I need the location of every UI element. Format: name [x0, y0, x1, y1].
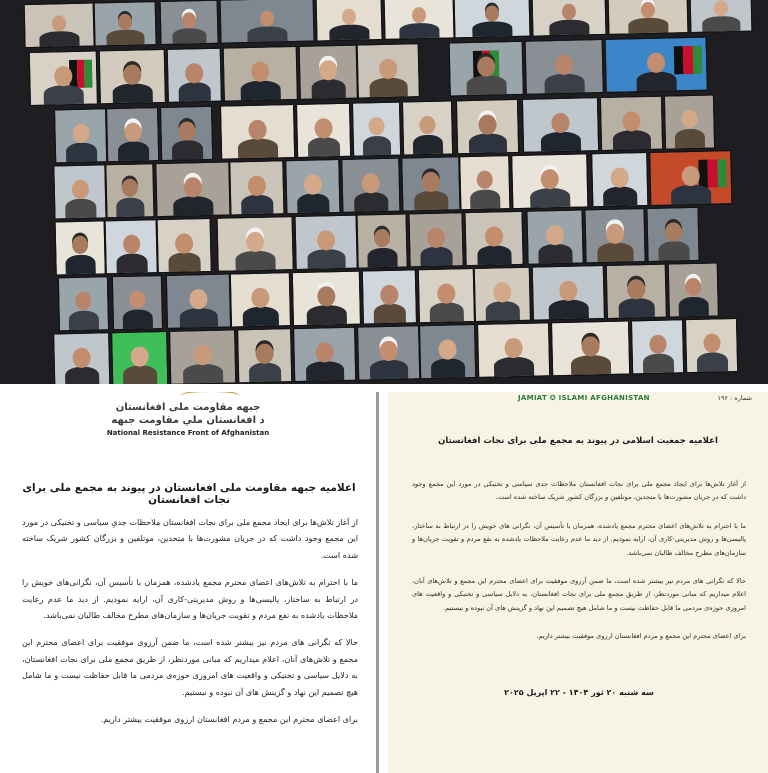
- participant-body: [172, 28, 207, 44]
- participant-video-tile[interactable]: [230, 272, 291, 327]
- participant-body: [636, 72, 676, 92]
- jamiat-paragraph: برای اعضای محترم این مجمع و مردم افغانستان ارزوی موفقیت بیشتر داریم.: [536, 632, 746, 641]
- participant-video-tile[interactable]: [591, 152, 648, 207]
- participant-body: [235, 251, 275, 271]
- nrf-name-pashto: د افغانستان ملي مقاومت جبهه: [111, 415, 265, 426]
- participant-body: [240, 81, 280, 101]
- participant-video-tile[interactable]: [401, 156, 460, 211]
- nrf-logo: [100, 402, 276, 462]
- participant-face: [123, 64, 141, 85]
- participant-body: [431, 358, 465, 377]
- participant-video-tile[interactable]: [160, 106, 213, 161]
- participant-face: [555, 54, 573, 75]
- participant-video-tile[interactable]: [58, 276, 109, 331]
- participant-body: [539, 244, 573, 263]
- participant-video-tile[interactable]: [352, 102, 401, 157]
- participant-video-tile[interactable]: [532, 0, 607, 37]
- afghanistan-flag-icon: [69, 59, 93, 88]
- jamiat-paragraph: ما با احترام به تلاش‌های اعضای محترم مجمع یادشده، همزمان با تأسیس آن، نگرانی های خویش را در ارتباط به ساختار، پالیسی‌ها و روش مدیریتی-کاری آن، ارایه نمودیم. از دید ما عدم رعایت ملاحظات یادشده به نفع مردم و تقویت جریان‌ها و سازمان‌های مطرح مخالف طالبان نمی‌باشد.: [412, 521, 746, 557]
- participant-face: [317, 230, 335, 251]
- participant-face: [647, 52, 665, 73]
- participant-body: [544, 74, 584, 94]
- participant-body: [597, 243, 633, 263]
- participant-face: [248, 119, 266, 140]
- participant-video-tile[interactable]: [292, 271, 361, 327]
- participant-video-tile[interactable]: [408, 212, 463, 267]
- participant-face: [122, 234, 139, 254]
- participant-body: [541, 132, 581, 152]
- participant-video-tile[interactable]: [456, 99, 519, 154]
- nrf-statement-document: [0, 392, 379, 773]
- participant-face: [368, 116, 384, 134]
- participant-video-tile[interactable]: [105, 163, 154, 218]
- participant-video-tile[interactable]: [646, 207, 699, 262]
- participant-face: [380, 284, 398, 305]
- participant-video-tile[interactable]: [295, 215, 358, 270]
- participant-video-tile[interactable]: [220, 0, 315, 44]
- participant-video-tile[interactable]: [607, 0, 688, 35]
- participant-body: [642, 354, 673, 373]
- participant-body: [370, 360, 408, 380]
- participant-face: [316, 342, 334, 363]
- participant-video-tile[interactable]: [419, 324, 476, 379]
- participant-face: [379, 58, 397, 79]
- participant-video-tile[interactable]: [293, 327, 356, 382]
- participant-body: [603, 187, 637, 206]
- participant-body: [472, 21, 512, 37]
- participant-face: [546, 224, 564, 245]
- participant-face: [131, 346, 149, 367]
- jamiat-statement-title: اعلامیه جمعیت اسلامی در پیوند به مجمع ملی برای نجات افغانستان: [438, 436, 718, 446]
- participant-video-tile[interactable]: [459, 155, 510, 210]
- participant-video-tile[interactable]: [449, 41, 524, 97]
- participant-video-tile[interactable]: [384, 0, 455, 40]
- participant-body: [469, 133, 507, 153]
- participant-face: [251, 287, 269, 308]
- participant-video-tile[interactable]: [220, 104, 295, 160]
- participant-body: [107, 29, 145, 45]
- participant-face: [437, 283, 455, 304]
- participant-video-tile[interactable]: [166, 274, 231, 329]
- jamiat-paragraph: از آغاز تلاش‌ها برای ایجاد مجمع ملی برای نجات افغانستان ملاحظات جدی سیاسی و تخنیکی در مورد این مجمع وجود داشت که در جریان مشورت‌ها با متحدین، موتلفین و بزرگان کشور شریک ساخته شده است.: [412, 480, 746, 502]
- participant-video-tile[interactable]: [53, 164, 106, 219]
- participant-video-tile[interactable]: [55, 220, 106, 275]
- participant-body: [367, 248, 397, 267]
- participant-face: [248, 175, 266, 196]
- participant-video-tile[interactable]: [54, 108, 107, 163]
- participant-body: [238, 139, 278, 159]
- participant-body: [311, 79, 346, 99]
- nrf-paragraph: از آغاز تلاش‌ها برای ایجاد مجمع ملی برای نجات افغانستان ملاحظات جدیِ سیاسی و تخنیکی در مورد این مجمع وجود داشت که در جریان مشورت‌ها با متحدین، موتلفین و بزرگان کشور شریک ساخته شده است.: [22, 517, 358, 560]
- participant-body: [243, 307, 279, 327]
- participant-face: [649, 334, 666, 354]
- participant-body: [44, 85, 84, 105]
- participant-video-tile[interactable]: [29, 50, 98, 106]
- participant-body: [307, 305, 347, 325]
- participant-body: [308, 137, 341, 156]
- participant-video-tile[interactable]: [402, 100, 453, 155]
- participant-body: [247, 26, 287, 42]
- participant-body: [466, 75, 506, 95]
- participant-body: [249, 363, 282, 382]
- participant-video-tile[interactable]: [155, 162, 230, 218]
- participant-video-tile[interactable]: [551, 320, 630, 376]
- participant-video-tile[interactable]: [668, 262, 719, 317]
- participant-body: [486, 301, 520, 320]
- participant-video-tile[interactable]: [169, 329, 236, 384]
- participant-face: [703, 333, 720, 353]
- jamiat-statement-document: [388, 392, 768, 773]
- participant-body: [671, 185, 711, 205]
- participant-video-tile[interactable]: [53, 332, 110, 384]
- participant-body: [414, 191, 449, 211]
- participant-video-tile[interactable]: [111, 331, 168, 384]
- nrf-statement-body: [22, 514, 358, 738]
- participant-video-tile[interactable]: [689, 0, 752, 33]
- participant-body: [494, 357, 534, 377]
- participant-face: [319, 60, 337, 81]
- participant-body: [658, 241, 689, 260]
- participant-face: [485, 226, 503, 247]
- participant-face: [54, 66, 72, 87]
- participant-body: [370, 78, 408, 98]
- document-number: شماره : ۱۹۶: [717, 394, 752, 402]
- participant-body: [530, 188, 570, 208]
- participant-body: [399, 23, 439, 39]
- participant-face: [439, 339, 457, 360]
- jamiat-paragraph: حالا که نگرانی های مردم نیز بیشتر شده است، ما ضمن آرزوی موفقیت برای اعضای محترم این مجمع و تلاش‌های آنان، اعلام میداریم که مبانی موردنظر، از طریق مجمع ملی برای نجات افغانستان، به دلایل سیاسی و تخنیکی و واقعیت های امروزی حوزه‌ی مردمی ما قابل حفاظت نیست و ما شامل هیچ تصمیم این نهاد و گزینش های آن نبوده و نیستیم.: [412, 577, 746, 612]
- participant-body: [65, 199, 96, 218]
- participant-body: [329, 24, 369, 40]
- participant-face: [184, 177, 202, 198]
- participant-video-tile[interactable]: [157, 218, 212, 273]
- participant-video-tile[interactable]: [105, 219, 158, 274]
- participant-face: [317, 286, 335, 307]
- participant-face: [304, 174, 322, 195]
- participant-body: [123, 365, 157, 384]
- participant-body: [354, 192, 389, 212]
- participant-body: [696, 353, 727, 372]
- participant-face: [477, 56, 495, 77]
- participant-video-tile[interactable]: [464, 211, 523, 266]
- participant-body: [183, 364, 223, 384]
- participant-body: [65, 367, 99, 384]
- nrf-paragraph: حالا که نگرانی های مردم نیز بیشتر شده است، ما ضمن آرزوی موفقیت برای اعضای محترم این مجمع و تلاش‌های آنان، اعلام میداریم که مبانی موردنظر، از طریق مجمع ملی برای نجات افغانستان، به دلایل سیاسی و تخنیکی و واقعیت های امروزی حوزه‌ی مردمی ما قابل حفاظت نیست و ما شامل هیچ تصمیم این نهاد و گزینش های آن نبوده و نیستیم.: [22, 637, 358, 697]
- participant-body: [373, 304, 406, 323]
- participant-body: [241, 195, 274, 214]
- participant-video-tile[interactable]: [525, 39, 604, 95]
- participant-body: [613, 130, 651, 150]
- participant-face: [71, 179, 88, 199]
- participant-video-tile[interactable]: [217, 216, 294, 272]
- participant-body: [117, 142, 148, 161]
- jamiat-logo: JAMIAT ✪ ISLAMI AFGHANISTAN: [518, 394, 650, 402]
- participant-video-tile[interactable]: [94, 1, 157, 46]
- participant-video-tile[interactable]: [522, 97, 599, 153]
- participant-video-tile[interactable]: [24, 3, 95, 49]
- participant-video-tile[interactable]: [341, 158, 400, 213]
- participant-video-tile[interactable]: [316, 0, 383, 41]
- participant-body: [430, 303, 464, 322]
- participant-face: [178, 121, 195, 141]
- participant-video-tile[interactable]: [285, 159, 340, 214]
- participant-video-tile[interactable]: [474, 267, 531, 322]
- divider: [0, 384, 768, 392]
- participant-video-tile[interactable]: [223, 46, 298, 102]
- participant-body: [39, 31, 79, 47]
- nrf-paragraph: برای اعضای محترم این مجمع و مردم افغانستان ارزوی موفقیت بیشتر داریم.: [100, 714, 358, 725]
- jamiat-statement-body: [412, 478, 746, 659]
- participant-face: [478, 114, 496, 135]
- participant-video-tile[interactable]: [160, 0, 219, 45]
- participant-face: [611, 167, 629, 188]
- participant-face: [73, 347, 91, 368]
- participant-body: [69, 311, 99, 330]
- participant-face: [175, 233, 193, 254]
- participant-face: [362, 173, 380, 194]
- participant-face: [505, 337, 523, 358]
- participant-face: [622, 111, 640, 132]
- participant-body: [179, 308, 218, 328]
- participant-video-tile[interactable]: [477, 322, 550, 378]
- letterhead: [388, 392, 768, 406]
- participant-face: [581, 336, 599, 357]
- participant-video-tile[interactable]: [99, 49, 166, 104]
- participant-face: [427, 227, 445, 248]
- participant-body: [549, 300, 589, 320]
- nrf-statement-title: اعلامیه جبهه مقاومت ملی افغانستان در پیوند به مجمع ملی برای نجات افغانستان: [22, 482, 356, 506]
- participant-face: [246, 231, 264, 252]
- participant-body: [413, 135, 443, 154]
- participant-face: [627, 279, 645, 300]
- participant-face: [256, 343, 274, 364]
- participant-video-tile[interactable]: [167, 48, 222, 103]
- participant-body: [628, 17, 668, 33]
- participant-face: [185, 63, 203, 84]
- participant-video-tile[interactable]: [112, 275, 163, 330]
- participant-body: [308, 249, 346, 269]
- participant-video-tile[interactable]: [532, 265, 605, 321]
- participant-video-tile[interactable]: [106, 107, 159, 162]
- participant-body: [113, 84, 153, 104]
- participant-video-tile[interactable]: [418, 268, 475, 323]
- participant-body: [65, 143, 96, 162]
- participant-video-tile[interactable]: [649, 150, 732, 206]
- participant-face: [541, 169, 559, 190]
- participant-face: [124, 122, 141, 142]
- participant-body: [116, 254, 147, 273]
- participant-face: [664, 222, 681, 242]
- participant-video-tile[interactable]: [237, 328, 292, 383]
- participant-video-tile[interactable]: [526, 210, 583, 265]
- participant-body: [178, 82, 211, 101]
- participant-video-tile[interactable]: [357, 213, 408, 268]
- participant-face: [194, 344, 212, 365]
- participant-body: [470, 190, 500, 209]
- participant-video-tile[interactable]: [685, 318, 738, 373]
- participant-video-tile[interactable]: [296, 103, 351, 158]
- participant-body: [675, 129, 705, 148]
- participant-body: [549, 19, 589, 35]
- participant-body: [679, 297, 709, 316]
- participant-body: [362, 136, 391, 155]
- participant-body: [123, 310, 153, 329]
- participant-body: [420, 247, 453, 266]
- participant-grid: [0, 0, 768, 384]
- participant-video-tile[interactable]: [362, 269, 417, 324]
- participant-video-tile[interactable]: [605, 37, 708, 93]
- participant-face: [314, 118, 332, 139]
- participant-face: [606, 223, 624, 244]
- participant-face: [422, 171, 440, 192]
- participant-body: [619, 298, 655, 318]
- participant-video-tile[interactable]: [600, 96, 663, 151]
- participant-body: [173, 196, 213, 216]
- participant-video-tile[interactable]: [229, 160, 284, 215]
- participant-video-tile[interactable]: [511, 153, 588, 209]
- participant-video-tile[interactable]: [357, 325, 420, 380]
- nrf-name-english: National Resistance Front of Afghanistan: [106, 429, 270, 437]
- participant-video-tile[interactable]: [299, 45, 358, 100]
- participant-face: [551, 112, 569, 133]
- participant-body: [297, 194, 330, 213]
- participant-face: [72, 123, 89, 143]
- participant-video-tile[interactable]: [454, 0, 531, 38]
- participant-video-tile[interactable]: [584, 208, 645, 263]
- participant-body: [171, 140, 202, 159]
- participant-face: [682, 165, 700, 186]
- statement-date: سه شنبه ۲۰ ثور ۱۴۰۴ - ۲۲ اپریل ۲۰۲۵: [504, 688, 654, 697]
- participant-body: [306, 361, 344, 381]
- participant-face: [122, 178, 138, 196]
- afghanistan-flag-icon: [674, 46, 703, 75]
- afghanistan-flag-icon: [698, 159, 727, 188]
- participant-body: [703, 16, 741, 32]
- nrf-name-dari: جبهه مقاومت ملی افغانستان: [115, 402, 261, 413]
- nrf-swoosh-icon: [180, 392, 240, 402]
- participant-body: [116, 198, 145, 217]
- video-conference-screenshot: [0, 0, 768, 384]
- nrf-paragraph: ما با احترام به تلاش‌های اعضای محترم مجمع یادشده، همزمان با تأسیس آن، نگرانی‌های خویش را در ارتباط به ساختار، پالیسی‌ها و روش مدیریتی-کاری آن، ارایه نمودیم. از دید ما عدم رعایت ملاحظات یادشده به نفع مردم و تقویت جریان‌ها و سازمان‌های مطرح مخالف طالبان نمی‌باشد.: [22, 577, 358, 621]
- participant-video-tile[interactable]: [357, 43, 420, 98]
- participant-body: [65, 255, 95, 274]
- participant-face: [251, 61, 269, 82]
- participant-video-tile[interactable]: [631, 319, 684, 374]
- participant-video-tile[interactable]: [606, 264, 667, 319]
- participant-face: [380, 340, 398, 361]
- participant-body: [571, 355, 611, 375]
- participant-video-tile[interactable]: [664, 94, 715, 149]
- participant-face: [189, 289, 207, 310]
- participant-face: [493, 282, 511, 303]
- participant-body: [477, 245, 512, 265]
- participant-body: [168, 252, 201, 271]
- participant-face: [559, 280, 577, 301]
